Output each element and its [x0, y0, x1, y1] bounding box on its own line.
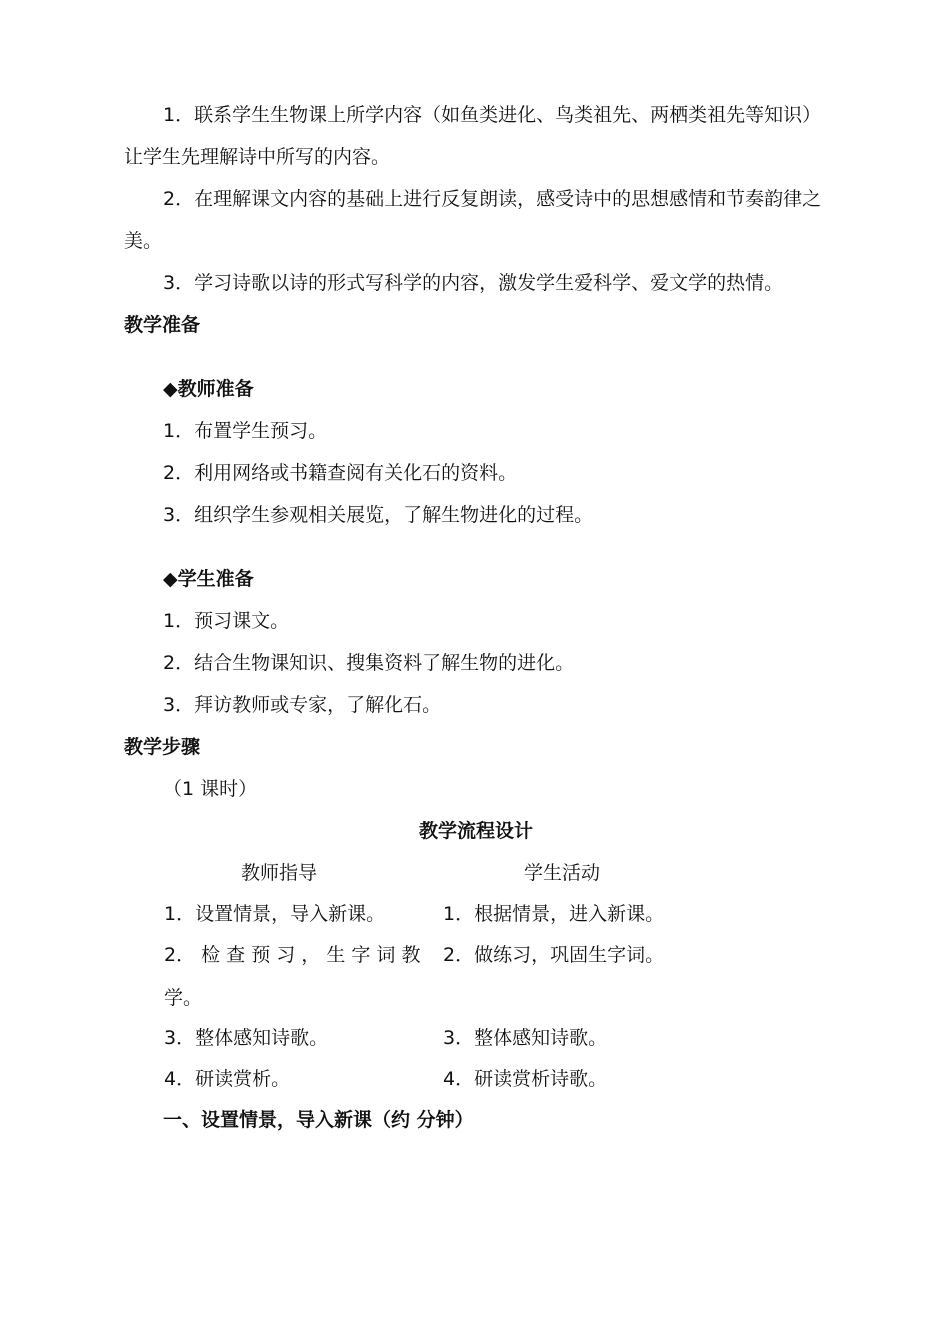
- student-preparation-item: 1．预习课文。: [163, 610, 290, 632]
- teacher-preparation-item: 1．布置学生预习。: [163, 420, 328, 442]
- preparation-heading: 教学准备: [124, 314, 201, 336]
- teacher-preparation-item: 2．利用网络或书籍查阅有关化石的资料。: [163, 462, 518, 484]
- goal-item-2-line-2: 美。: [124, 230, 163, 252]
- teacher-preparation-item: 3．组织学生参观相关展览，了解生物进化的过程。: [163, 504, 594, 526]
- goal-item-1-line-1: 1．联系学生生物课上所学内容（如鱼类进化、鸟类祖先、两栖类祖先等知识）: [163, 104, 822, 126]
- student-preparation-heading: ◆学生准备: [163, 568, 254, 590]
- goal-item-1-line-2: 让学生先理解诗中所写的内容。: [124, 146, 391, 168]
- student-row: 1．根据情景，进入新课。: [443, 903, 665, 925]
- section-1-heading: 一、设置情景，导入新课（约 分钟）: [163, 1109, 474, 1131]
- teacher-row: 1．设置情景，导入新课。: [164, 903, 386, 925]
- student-row: 2．做练习，巩固生字词。: [443, 944, 665, 966]
- period-note: （1 课时）: [163, 778, 258, 800]
- teacher-row: 3．整体感知诗歌。: [164, 1027, 329, 1049]
- goal-item-2-line-1: 2．在理解课文内容的基础上进行反复朗读，感受诗中的思想感情和节奏韵律之: [163, 188, 822, 210]
- column-header-teacher: 教师指导: [241, 862, 318, 884]
- student-row: 3．整体感知诗歌。: [443, 1027, 608, 1049]
- teacher-row-continuation: 学。: [164, 987, 203, 1009]
- student-row: 4．研读赏析诗歌。: [443, 1068, 608, 1090]
- teacher-row: 2． 检 查 预 习 ， 生 字 词 教: [164, 944, 421, 966]
- teacher-preparation-heading: ◆教师准备: [163, 378, 254, 400]
- steps-heading: 教学步骤: [124, 736, 201, 758]
- teacher-row: 4．研读赏析。: [164, 1068, 291, 1090]
- goal-item-3: 3．学习诗歌以诗的形式写科学的内容，激发学生爱科学、爱文学的热情。: [163, 272, 784, 294]
- student-preparation-item: 2．结合生物课知识、搜集资料了解生物的进化。: [163, 652, 575, 674]
- column-header-student: 学生活动: [524, 862, 601, 884]
- student-preparation-item: 3．拜访教师或专家，了解化石。: [163, 694, 442, 716]
- flow-table-title: 教学流程设计: [419, 820, 534, 842]
